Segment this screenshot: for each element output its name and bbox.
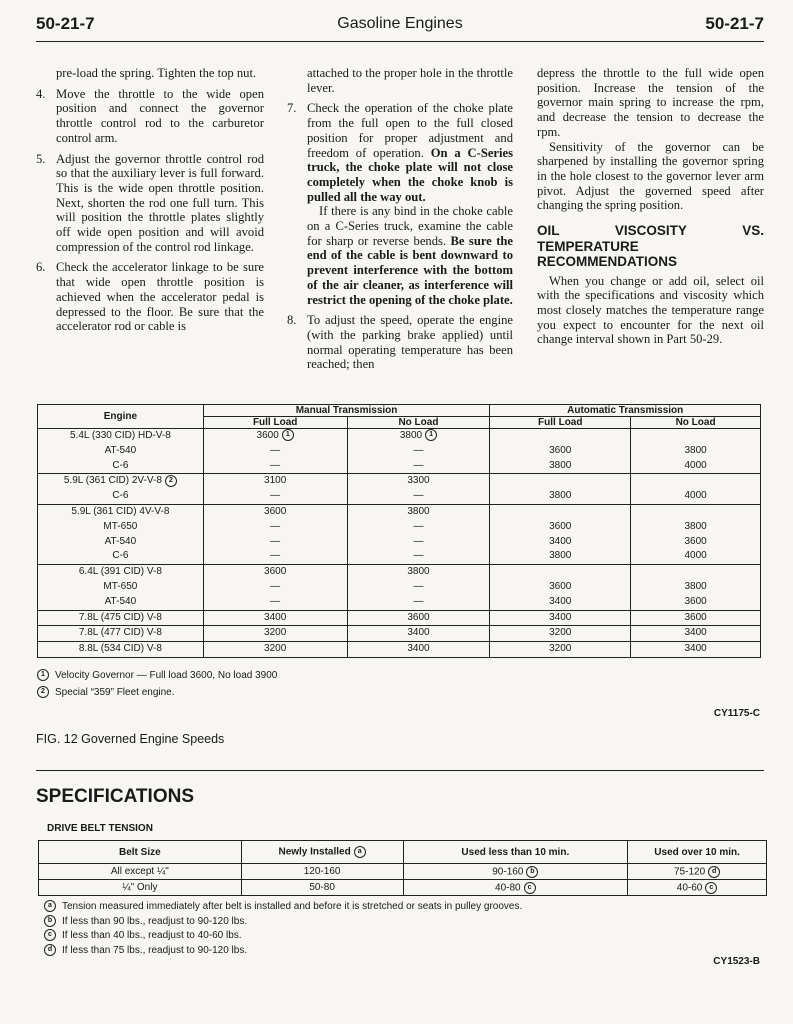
table-cell-line (40, 444, 201, 459)
table-cell-line (492, 549, 628, 564)
col-header-auto-full: Full Load (490, 417, 631, 429)
col-header-manual-full: Full Load (203, 417, 347, 429)
manual-no-cell (347, 610, 490, 626)
table-cell-line (206, 489, 345, 504)
cell-value: 3200 (549, 627, 572, 639)
table-row (38, 474, 761, 505)
table-cell-line (633, 429, 758, 444)
cell-value: C-6 (112, 490, 129, 502)
table-cell-line (40, 520, 201, 535)
table-cell-line (40, 489, 201, 504)
manual-full-cell (203, 610, 347, 626)
choke-paragraph-warning: Be sure the end of the cable is bent downward to prevent interference with the bottom of the air cleaner, as interference will restrict the opening of the choke plate. (307, 233, 513, 307)
cell-value: 6.4L (391 CID) V-8 (78, 566, 162, 578)
footnote (37, 684, 277, 701)
belt-new-cell (241, 864, 403, 880)
footnote-marker: 2 (165, 475, 177, 487)
cell-value: 3400 (549, 595, 572, 607)
cell-value: 3600 (549, 444, 572, 456)
belt-col-header (403, 841, 628, 864)
table-cell-line (492, 489, 628, 504)
cell-value: MT-650 (103, 520, 138, 532)
cell-value: — (413, 580, 424, 592)
cell-value: C-6 (112, 459, 129, 471)
table-cell-line (492, 505, 628, 520)
footnote-marker: c (524, 882, 536, 894)
engine-cell (38, 610, 204, 626)
item8-text: To adjust the speed, operate the engine (with the parking brake applied) until normal operating temperature has been reached; then (307, 313, 513, 372)
footnote (44, 915, 522, 930)
table-row (38, 610, 761, 626)
cell-value: 3400 (407, 627, 430, 639)
cell-value: 7.8L (477 CID) V-8 (78, 627, 162, 639)
belt-over-cell (628, 880, 767, 896)
cell-value: 3200 (549, 643, 572, 655)
col3-para-2: Sensitivity of the governor can be sharpened by installing the governor spring in the hole closest to the governor lever arm pivot. Adjust the governed speed after changing the spring position. (537, 139, 764, 213)
col-header-automatic: Automatic Transmission (490, 405, 761, 417)
list-number: 7. (287, 101, 297, 116)
footnote (44, 900, 522, 915)
page-number-left: 50-21-7 (36, 14, 95, 33)
table-cell-line (206, 459, 345, 474)
footnote-marker: 2 (37, 686, 49, 698)
table-cell-line (633, 626, 758, 641)
table-cell-line (206, 549, 345, 564)
engine-cell (38, 504, 204, 564)
table-row (38, 504, 761, 564)
engine-cell (38, 429, 204, 474)
cell-value: 3200 (264, 627, 287, 639)
table-row (38, 642, 761, 658)
cell-value: MT-650 (103, 580, 138, 592)
table-cell-line (40, 580, 201, 595)
manual-full-cell (203, 429, 347, 474)
cell-value: 3600 (256, 430, 279, 441)
list-item-7 (287, 101, 513, 204)
auto-no-cell (631, 504, 761, 564)
page-title: Gasoline Engines (337, 15, 463, 32)
footnote-marker: 1 (37, 669, 49, 681)
footnote-marker: b (44, 915, 56, 927)
footnote-text: Tension measured immediately after belt is installed and before it is stretched or seats in pulley grooves. (62, 901, 523, 912)
list-number: 4. (36, 86, 46, 101)
footnote-text: If less than 75 lbs., readjust to 90-120 lbs. (62, 944, 248, 956)
footnote-text: Velocity Governor — Full load 3600, No load 3900 (55, 670, 278, 681)
figure-code: CY1175-C (713, 708, 760, 719)
table-cell-line (633, 474, 758, 489)
belt-new-cell (241, 880, 403, 896)
cell-value: — (270, 490, 281, 502)
cell-value: 5.9L (361 CID) 2V-V-8 (63, 475, 162, 487)
table-row (38, 565, 761, 610)
cell-value: 3600 (684, 611, 707, 623)
cell-value: 120-160 (303, 866, 341, 877)
cell-value: — (413, 550, 424, 562)
cell-value: 3800 (684, 520, 707, 532)
auto-full-cell (490, 610, 631, 626)
cell-value: — (413, 459, 424, 471)
drive-belt-tension-heading: DRIVE BELT TENSION (47, 823, 153, 834)
table-cell-line (492, 626, 628, 641)
cell-value: 3400 (549, 535, 572, 547)
list-item-text: Adjust the governor throttle control rod so that the auxiliary lever is full forward. This is the wide open throttle position. Next, shorten the rod one full turn. This will position the throttle plates slightly off wide open position and will avoid compression of the control rod linkage. (56, 151, 264, 254)
manual-full-cell (203, 626, 347, 642)
table-cell-line (206, 580, 345, 595)
engine-cell (38, 474, 204, 505)
col-header-auto-no: No Load (631, 417, 761, 429)
footnote (44, 929, 522, 944)
list-number: 6. (36, 260, 46, 275)
manual-no-cell (347, 626, 490, 642)
choke-paragraph (287, 204, 513, 307)
table-cell-line (40, 535, 201, 550)
table-cell-line (633, 520, 758, 535)
belt-table-body (39, 864, 767, 896)
cell-value: — (413, 444, 424, 456)
text-column-3 (537, 66, 764, 347)
table-cell-line (40, 595, 201, 610)
cell-value: 5.4L (330 CID) HD-V-8 (69, 430, 171, 441)
page-number-right: 50-21-7 (705, 14, 764, 33)
cell-value: — (270, 580, 281, 592)
footnote-text: If less than 40 lbs., readjust to 40-60 lbs. (62, 930, 242, 941)
cell-value: 3100 (264, 475, 287, 487)
footnote-marker: a (44, 900, 56, 912)
table-cell-line (350, 505, 488, 520)
cell-value: AT-540 (104, 444, 137, 456)
table-cell-line (633, 580, 758, 595)
cell-value: — (413, 490, 424, 502)
footnote-marker: c (705, 882, 717, 894)
table-cell-line (206, 642, 345, 657)
cell-value: 50-80 (309, 882, 335, 893)
table-cell-line (350, 535, 488, 550)
auto-full-cell (490, 429, 631, 474)
table-cell-line (492, 474, 628, 489)
auto-full-cell (490, 504, 631, 564)
auto-no-cell (631, 429, 761, 474)
table-cell-line (492, 580, 628, 595)
table-cell-line (350, 520, 488, 535)
table-cell-line (350, 489, 488, 504)
table-cell-line (633, 489, 758, 504)
table-cell-line (40, 626, 201, 641)
footnote (37, 667, 277, 684)
cell-value: 3800 (684, 580, 707, 592)
table-cell-line (350, 429, 488, 444)
table-cell-line (206, 565, 345, 580)
engine-cell (38, 642, 204, 658)
footnote-marker: 1 (282, 429, 294, 441)
table-cell-line (350, 444, 488, 459)
col-header-manual: Manual Transmission (203, 405, 490, 417)
engine-cell (38, 626, 204, 642)
manual-no-cell (347, 504, 490, 564)
cell-value: 90-160 (492, 866, 524, 878)
footnote-marker: d (708, 866, 720, 878)
table-cell-line (633, 459, 758, 474)
cell-value: 3200 (264, 643, 287, 655)
footnote-marker: 1 (425, 429, 437, 441)
table-cell-line (206, 474, 345, 489)
table-cell-line (40, 565, 201, 580)
footnote (44, 944, 522, 959)
table-cell-line (633, 549, 758, 564)
col2-intro: attached to the proper hole in the throttle lever. (307, 66, 513, 95)
figure-caption: FIG. 12 Governed Engine Speeds (36, 732, 225, 746)
table-cell-line (350, 459, 488, 474)
cell-value: 3800 (549, 550, 572, 562)
table-cell-line (40, 549, 201, 564)
cell-value: — (270, 595, 281, 607)
list-item-text: Move the throttle to the wide open position and connect the governor throttle control rod to the carburetor control arm. (56, 86, 264, 145)
table-cell-line (350, 611, 488, 626)
table-cell-line (40, 459, 201, 474)
col1-list (36, 87, 264, 334)
cell-value: — (413, 535, 424, 547)
cell-value: 40-80 (495, 882, 521, 894)
cell-value: 3800 (407, 505, 430, 517)
choke-paragraph-text: If there is any bind in the choke cable on a C-Series truck, examine the cable for sharp or reverse bends. (307, 204, 513, 248)
table-cell-line (633, 505, 758, 520)
governed-speeds-table (37, 404, 761, 658)
table-cell-line (350, 642, 488, 657)
belt-col-header (241, 841, 403, 864)
col-header-manual-no: No Load (347, 417, 490, 429)
auto-full-cell (490, 474, 631, 505)
cell-value: 8.8L (534 CID) V-8 (78, 643, 162, 655)
item7-warning: On a C-Series truck, the choke plate will not close completely when the choke knob is pulled all the way out. (307, 145, 513, 204)
cell-value: 3600 (264, 505, 287, 517)
engine-cell (38, 565, 204, 610)
table-row (38, 626, 761, 642)
footnote-marker: c (44, 929, 56, 941)
table-cell-line (206, 595, 345, 610)
manual-full-cell (203, 642, 347, 658)
cell-value: All except ¼" (110, 866, 169, 877)
table-row (38, 429, 761, 474)
cell-value: — (270, 535, 281, 547)
belt-table-header-row (39, 841, 767, 864)
cell-value: 3400 (264, 611, 287, 623)
cell-value: 3600 (684, 535, 707, 547)
col3-para-3: When you change or add oil, select oil with the specifications and viscosity which most closely matches the temperature range you expect to encounter for the next oil change interval shown in Part 50-29. (537, 273, 764, 347)
cell-value: 40-60 (676, 882, 703, 894)
cell-value: 3400 (684, 643, 707, 655)
governed-speeds-body (38, 429, 761, 658)
header-text: Used over 10 min. (654, 846, 740, 858)
table-cell-line (206, 444, 345, 459)
table-cell-line (492, 429, 628, 444)
cell-value: 3800 (549, 490, 572, 502)
cell-value: 3600 (549, 520, 572, 532)
list-item-text: Check the accelerator linkage to be sure that wide open throttle position is achieved when the accelerator pedal is depressed to the floor. Be sure that the accelerator rod or cable is (56, 260, 264, 334)
belt-size-cell (39, 864, 242, 880)
auto-no-cell (631, 610, 761, 626)
table-cell-line (206, 505, 345, 520)
table-cell-line (633, 565, 758, 580)
cell-value: 4000 (684, 490, 707, 502)
governed-table-notes (37, 667, 277, 701)
table-cell-line (350, 549, 488, 564)
page-header (36, 14, 764, 40)
belt-col-header (628, 841, 767, 864)
cell-value: — (270, 550, 281, 562)
auto-full-cell (490, 626, 631, 642)
cell-value: 3400 (549, 611, 572, 623)
table-cell-line (350, 474, 488, 489)
table-cell-line (492, 535, 628, 550)
cell-value: 3400 (407, 643, 430, 655)
table-row (39, 864, 767, 880)
header-text: Newly Installed (278, 846, 351, 858)
belt-table-notes (44, 900, 522, 958)
table-cell-line (206, 429, 345, 444)
table-row (39, 880, 767, 896)
section-rule (36, 770, 764, 771)
manual-no-cell (347, 429, 490, 474)
table-cell-line (206, 535, 345, 550)
belt-col-header (39, 841, 242, 864)
list-number: 5. (36, 151, 46, 166)
header-text: Used less than 10 min. (461, 846, 570, 858)
table-cell-line (633, 611, 758, 626)
text-column-1 (36, 66, 264, 334)
table-cell-line (350, 580, 488, 595)
cell-value: — (270, 459, 281, 471)
table-cell-line (40, 611, 201, 626)
auto-no-cell (631, 474, 761, 505)
table-cell-line (350, 626, 488, 641)
table-cell-line (350, 595, 488, 610)
cell-value: 4000 (684, 459, 707, 471)
cell-value: 3800 (684, 444, 707, 456)
cell-value: — (413, 520, 424, 532)
table-cell-line (206, 626, 345, 641)
specifications-heading: SPECIFICATIONS (36, 786, 194, 807)
table-cell-line (206, 611, 345, 626)
cell-value: 3800 (407, 566, 430, 578)
footnote-marker: b (526, 866, 538, 878)
footnote-marker: a (354, 846, 366, 858)
table-cell-line (633, 642, 758, 657)
cell-value: 3400 (684, 627, 707, 639)
belt-less-cell (403, 864, 628, 880)
cell-value: — (270, 520, 281, 532)
table-cell-line (206, 520, 345, 535)
table-cell-line (633, 595, 758, 610)
table-cell-line (492, 459, 628, 474)
table-cell-line (40, 429, 201, 444)
table-cell-line (350, 565, 488, 580)
auto-full-cell (490, 642, 631, 658)
cell-value: — (413, 595, 424, 607)
cell-value: 3300 (407, 475, 430, 487)
drive-belt-tension-table (38, 840, 767, 896)
table-cell-line (492, 642, 628, 657)
cell-value: — (270, 444, 281, 456)
cell-value: 3600 (684, 595, 707, 607)
table-cell-line (492, 565, 628, 580)
cell-value: 5.9L (361 CID) 4V-V-8 (71, 505, 170, 517)
footnote-marker: d (44, 944, 56, 956)
footnote-text: If less than 90 lbs., readjust to 90-120 lbs. (62, 915, 248, 927)
cell-value: ¼" Only (122, 882, 158, 893)
text-column-2 (287, 66, 513, 372)
manual-full-cell (203, 565, 347, 610)
table-cell-line (40, 642, 201, 657)
table-cell-line (633, 535, 758, 550)
table-cell-line (492, 444, 628, 459)
cell-value: C-6 (112, 550, 129, 562)
cell-value: 3800 (399, 430, 423, 441)
cell-value: 3600 (407, 611, 430, 623)
cell-value: 4000 (684, 550, 707, 562)
cell-value: 3600 (264, 566, 287, 578)
col3-para-1: depress the throttle to the full wide open position. Increase the tension of the governor main spring to increase the rpm, and decrease the tension to decrease the rpm. (537, 66, 764, 139)
col1-intro: pre-load the spring. Tighten the top nut. (56, 66, 257, 80)
cell-value: 7.8L (475 CID) V-8 (78, 611, 162, 623)
cell-value: 75-120 (674, 866, 706, 878)
header-rule (36, 41, 764, 42)
section-heading-oil-viscosity: OIL VISCOSITY VS. TEMPERATURE RECOMMENDATIONS (537, 223, 764, 270)
list-item-8 (287, 313, 513, 372)
item7-text: Check the operation of the choke plate from the full open to the full closed position for proper adjustment and freedom of operation. (307, 101, 513, 160)
table-cell-line (492, 595, 628, 610)
auto-no-cell (631, 565, 761, 610)
list-number: 8. (287, 313, 297, 328)
cell-value: AT-540 (104, 535, 137, 547)
cell-value: 3800 (549, 459, 572, 471)
belt-less-cell (403, 880, 628, 896)
belt-over-cell (628, 864, 767, 880)
table-cell-line (492, 520, 628, 535)
manual-no-cell (347, 642, 490, 658)
list-item-4 (36, 87, 264, 146)
manual-no-cell (347, 565, 490, 610)
list-item-5 (36, 152, 264, 255)
specifications-code: CY1523-B (713, 956, 760, 967)
list-item-6 (36, 260, 264, 334)
auto-no-cell (631, 626, 761, 642)
cell-value: AT-540 (104, 595, 137, 607)
belt-size-cell (39, 880, 242, 896)
manual-full-cell (203, 474, 347, 505)
manual-no-cell (347, 474, 490, 505)
table-cell-line (40, 474, 201, 489)
table-cell-line (492, 611, 628, 626)
auto-no-cell (631, 642, 761, 658)
footnote-text: Special “359” Fleet engine. (55, 687, 175, 698)
table-cell-line (40, 505, 201, 520)
cell-value: 3600 (549, 580, 572, 592)
manual-full-cell (203, 504, 347, 564)
table-cell-line (633, 444, 758, 459)
auto-full-cell (490, 565, 631, 610)
col-header-engine: Engine (38, 405, 204, 429)
header-text: Belt Size (119, 846, 161, 858)
